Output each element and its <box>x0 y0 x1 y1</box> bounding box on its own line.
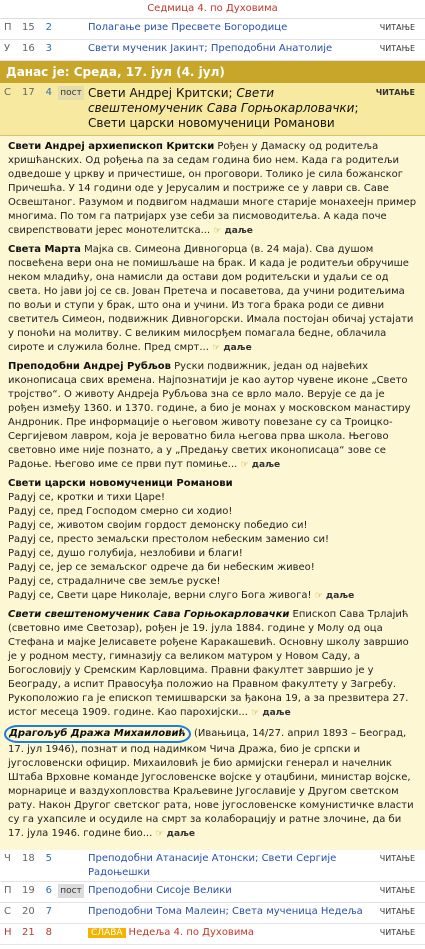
day-number: 17 <box>22 87 35 98</box>
highlighted-name: Драгољуб Дража Михаиловић <box>4 725 191 743</box>
today-saints[interactable] <box>84 86 369 131</box>
more-label[interactable]: даље <box>262 708 291 718</box>
day-number: 15 <box>22 22 35 33</box>
hand-pointer-icon: ☞ <box>251 708 260 718</box>
reading-link[interactable]: ЧИТАЊЕ <box>379 23 415 32</box>
old-day-number: 6 <box>45 885 52 896</box>
more-link[interactable] <box>213 226 253 236</box>
day-number: 21 <box>22 927 35 938</box>
day-row[interactable] <box>0 40 425 61</box>
more-label[interactable]: даље <box>224 226 253 236</box>
more-link[interactable] <box>212 343 252 353</box>
day-letter: С <box>4 906 11 917</box>
hymn-line: Радуј се, животом својим гордост демонску победио си! <box>8 520 308 531</box>
day-row[interactable] <box>0 19 425 40</box>
hymn-line: Радуј се, престо земаљски престолом небеским заменио си! <box>8 534 329 545</box>
day-row[interactable] <box>0 903 425 924</box>
today-row[interactable] <box>0 83 425 136</box>
hand-pointer-icon: ☞ <box>212 343 221 353</box>
hymn-line: Радуј се, душо голубија, незлобиви и благи! <box>8 548 243 559</box>
fast-badge: пост <box>58 884 84 898</box>
old-day-number: 4 <box>45 87 52 98</box>
reading-link[interactable]: ЧИТАЊЕ <box>375 88 415 97</box>
hymn-last-line: Радуј се, Свети царе Николаје, верни слуго Бога живога! <box>8 590 312 601</box>
section-text: (Ивањица, 14/27. април 1893 – Београд, 17. јул 1946), познат и под надимком Чича Дража, био је српски и југословенски официр. Михаиловић је био армијски генерал и начелник Штаба Врховне команде Југословенске војске у отаџбини, министар војске, морнарице и ваздухопловства Краљевине Југославије у Другом светском рату. Након Другог светског рата, нове југословенске комунистичке власти су га ухапсиле и осудиле на смрт за колаборацију и ратне злочине, да би 17. јула 1946. године био... <box>8 728 414 839</box>
day-letter: С <box>4 87 11 98</box>
old-day-number: 7 <box>45 906 52 917</box>
hymn-line: Радуј се, пред Господом смерно си ходио! <box>8 506 233 517</box>
day-letter: П <box>4 22 12 33</box>
today-banner: Данас је: Среда, 17. јул (4. јул) <box>0 61 425 83</box>
more-label[interactable]: даље <box>325 591 355 601</box>
slava-badge: СЛАВА <box>88 928 126 938</box>
hand-pointer-icon: ☞ <box>155 829 164 839</box>
day-row[interactable] <box>0 882 425 903</box>
more-link[interactable] <box>155 829 195 839</box>
saint-1[interactable]: Свети Андреј Критски; <box>88 86 237 100</box>
section-romanovi <box>8 477 419 603</box>
day-number: 16 <box>22 43 35 54</box>
old-day-number: 2 <box>45 22 52 33</box>
saints-link[interactable]: Преподобни Атанасије Атонски; Свети Сергије Радоњешки <box>88 853 337 878</box>
more-link[interactable] <box>251 708 291 718</box>
week-title: Седмица 4. по Духовима <box>0 0 425 19</box>
day-letter: Н <box>4 927 12 938</box>
saints-link[interactable]: Полагање ризе Пресвете Богородице <box>88 22 288 33</box>
section-text: Рођен у Дамаску од родитеља хришћанских. Од рођења па за седам година био нем. Када га родитељи одведоше у цркву и причестише, он проговори. Толико је сила божанског Причешћа. У 14 години оде у Јерусалим и постриже се у лаври св. Саве Освештаног. Разумом и подвигом надмаши многе старије монахеејн пример многима. По том га патријарх узе себи за писмоводитеља. А када поче свирепствовати јерес монотелитска... <box>8 141 417 236</box>
saints-link[interactable]: Преподобни Сисоје Велики <box>88 885 232 896</box>
day-letter: П <box>4 885 12 896</box>
day-number: 18 <box>22 853 35 864</box>
old-day-number: 3 <box>45 43 52 54</box>
more-link[interactable] <box>241 460 281 470</box>
section-title: Свети свештеномученик Сава Горњокарловачки <box>8 609 290 620</box>
more-link[interactable] <box>315 591 355 601</box>
saints-descriptions <box>0 136 425 850</box>
saints-link[interactable] <box>84 926 369 940</box>
hymn-line: Радуј се, страдалниче све земље руске! <box>8 576 221 587</box>
more-label[interactable]: даље <box>223 343 252 353</box>
hymn-line: Радуј се, јер се земаљског одрече да би небеским живео! <box>8 562 315 573</box>
day-row[interactable] <box>0 850 425 882</box>
section-marta <box>8 243 419 355</box>
more-label[interactable]: даље <box>251 460 281 470</box>
reading-link[interactable]: ЧИТАЊЕ <box>379 886 415 895</box>
section-andrej <box>8 140 419 238</box>
section-title: Света Марта <box>8 244 81 255</box>
reading-link[interactable]: ЧИТАЊЕ <box>379 44 415 53</box>
old-day-number: 5 <box>45 853 52 864</box>
saints-link[interactable]: Преподобни Тома Малеин; Света мученица Недеља <box>88 906 363 917</box>
saints-title[interactable]: Недеља 4. по Духовима <box>128 927 255 938</box>
hymn-line: Радуј се, кротки и тихи Царе! <box>8 492 166 503</box>
section-text: Епископ Сава Трлајић (световно име Светозар), рођен је 19. јула 1884. године у Молу од оца Стефана и мајке Јелисавете рођене Каракашевић. Основну школу завршио је у родном месту, гимназију са великом матуром у Новом Саду, а Богословију у Сремским Карловцима. Правни факултет завршио је у Београду, а испит Правосуђа положио на Правном факултету у Загребу. Рукоположио га је епископ темишварски за ђакона 19, а за презвитера 27. истог месеца 1909. године. Као парохијски... <box>8 609 409 718</box>
section-text: Мајка св. Симеона Дивногорца (в. 24 маја). Сва душом посвећена вери она не помишљаше на брак. И када је родитељи обручише неком младићу, она намисли да остави дом родитељски и удаљи се од света. Но јави јој се св. Јован Претеча и посаветова, да учини родитељима по вољи и ступи у брак, што она и учини. Из тога брака роди се дивни светитељ Симеон, подвижник Дивногорски. Имала постојан обичај устајати у поноћи на молитву. С великим милосрђем помагала бедне, облачила сироте и служила болне. Пред смрт... <box>8 244 414 353</box>
old-day-number: 8 <box>45 927 52 938</box>
saints-link[interactable]: Свети мученик Јакинт; Преподобни Анатолије <box>88 43 333 54</box>
day-number: 20 <box>22 906 35 917</box>
hymn-line <box>8 589 419 603</box>
day-letter: Ч <box>4 853 11 864</box>
section-rubljov <box>8 360 419 472</box>
day-letter: У <box>4 43 11 54</box>
hand-pointer-icon: ☞ <box>240 460 249 470</box>
saint-2[interactable]: Свети свештеномученик Сава Горњокарловачки <box>88 86 355 115</box>
section-title: Преподобни Андреј Рубљов <box>8 361 171 372</box>
more-label[interactable]: даље <box>166 829 196 839</box>
hand-pointer-icon: ☞ <box>213 226 222 236</box>
day-row-sunday[interactable] <box>0 924 425 945</box>
reading-link[interactable]: ЧИТАЊЕ <box>379 907 415 916</box>
hand-pointer-icon: ☞ <box>314 591 323 601</box>
reading-link[interactable]: ЧИТАЊЕ <box>379 854 415 863</box>
section-title: Свети Андреј архиепископ Критски <box>8 141 215 152</box>
day-number: 19 <box>22 885 35 896</box>
saint-3[interactable]: ; Свети царски новомученици Романови <box>88 101 359 130</box>
section-draza <box>8 725 419 841</box>
section-text: Руски подвижник, један од највећих иконописаца свих времена. Најпознатији је као аутор чувене иконе „Свето тројство“. О животу Андреја Рубљова зна се врло мало. Верује се да је рођен између 1360. и 1370. године, а био је монах у московском манастиру Андроник. Пре информације о његовом животу повезане су са Троицко-Сергијевом лавром, која је вероватно била његова прва школа. Његово световно име није познато, а у „Предању светих иконописаца“ зове се Радоње. Његово име се први пут помиње... <box>8 361 411 470</box>
reading-link[interactable]: ЧИТАЊЕ <box>379 928 415 937</box>
fast-badge: пост <box>58 86 84 100</box>
section-sava <box>8 608 419 720</box>
section-title: Свети царски новомученици Романови <box>8 478 233 489</box>
